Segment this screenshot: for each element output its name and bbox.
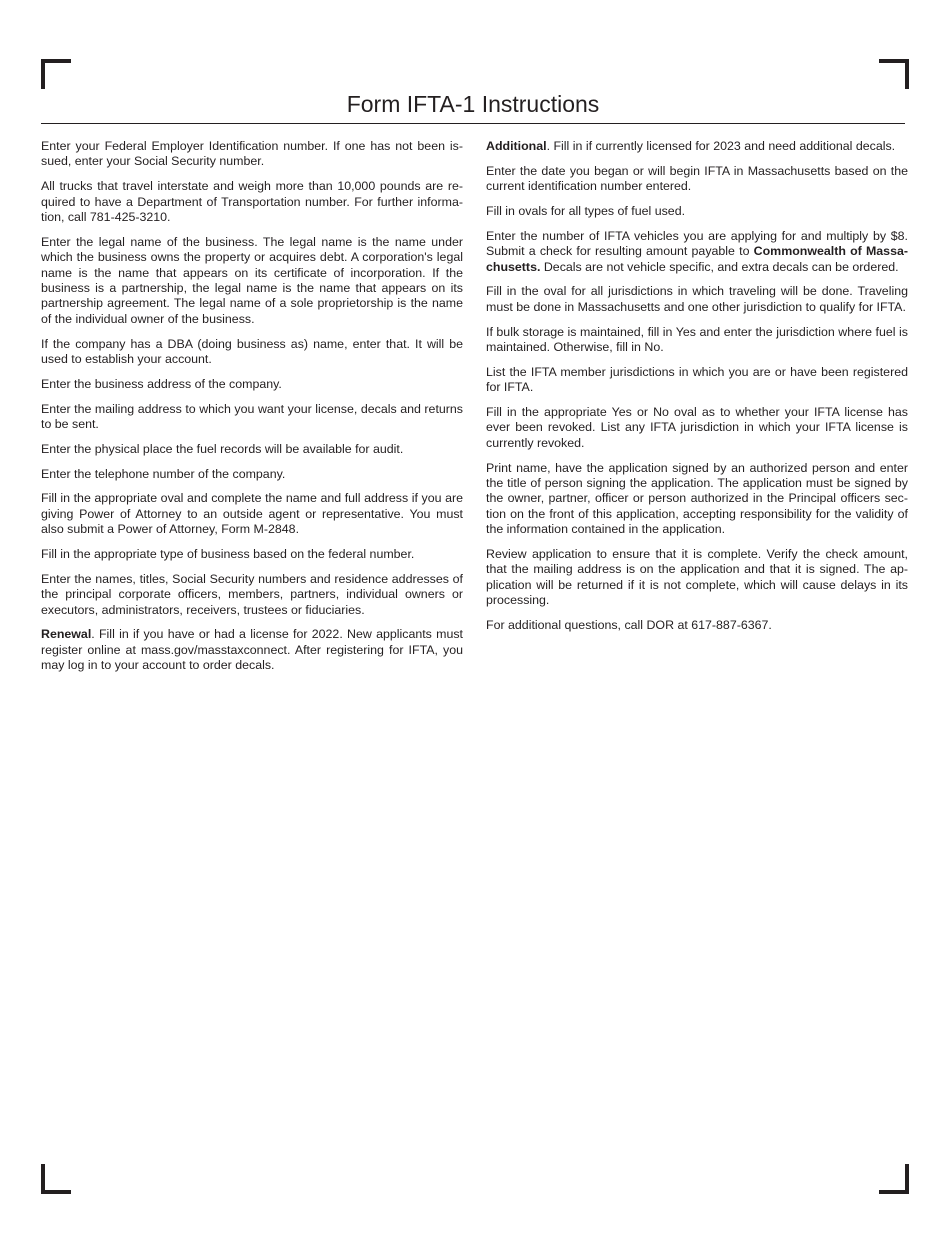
instruction-begin-date: Enter the date you began or will begin IFTA in Massachusetts based on the current identification number entered. (486, 163, 908, 194)
additional-label: Additional (486, 139, 547, 153)
instruction-questions: For additional questions, call DOR at 617-887-6367. (486, 618, 772, 633)
crop-mark-top-right (879, 59, 909, 89)
instruction-additional (486, 139, 908, 154)
instruction-review: Review application to ensure that it is complete. Verify the check amount, that the mailing address is on the application and that it is signed. The application will be returned if it is not complete, which will cause delays in its processing. (486, 547, 908, 608)
renewal-label: Renewal (41, 627, 92, 642)
instruction-telephone: Enter the telephone number of the company. (41, 466, 286, 481)
crop-mark-bottom-left (41, 1164, 71, 1194)
renewal-text: . Fill in if you have or had a license for 2022. New applicants must register online at mass.gov/masstaxconnect. After registering for IFTA, you may log in to your account to order decals. (41, 627, 463, 673)
instruction-legal-name: Enter the legal name of the business. The legal name is the name under which the business owns the property or acquires debt. A corporation's legal name is the name that appears on its certificate of incorporation. If the business is a partnership, the legal name is the name that appears on its partnership agreement. The legal name of a sole proprietorship is the name of the individual owner of the business. (41, 234, 463, 326)
instruction-fein: Enter your Federal Employer Identification number. If one has not been issued, enter your Social Security number. (41, 139, 463, 169)
instruction-business-type: Fill in the appropriate type of business based on the federal number. (41, 547, 415, 562)
left-column (41, 139, 463, 683)
crop-mark-bottom-right (879, 1164, 909, 1194)
instruction-bulk-storage: If bulk storage is maintained, fill in Yes and enter the jurisdiction where fuel is maintained. Otherwise, fill in No. (486, 324, 908, 355)
page-title: Form IFTA-1 Instructions (346, 91, 600, 117)
additional-text: . Fill in if currently licensed for 2023 and need additional decals. (546, 139, 896, 153)
vehicles-text-before: Enter the number of IFTA vehicles you are applying for and multiply by $8. Submit a check for resulting amount payable to (486, 228, 908, 259)
title-rule (41, 123, 905, 124)
instruction-business-address: Enter the business address of the company. (41, 376, 282, 391)
instruction-renewal (41, 627, 463, 673)
vehicles-text-after: Decals are not vehicle specific, and extra decals can be ordered. (540, 259, 899, 274)
instruction-vehicles (486, 229, 908, 275)
instruction-fuel-types: Fill in ovals for all types of fuel used. (486, 204, 686, 218)
instruction-dot-number: All trucks that travel interstate and weigh more than 10,000 pounds are required to have a Department of Transportation number. For further information, call 781-425-3210. (41, 179, 463, 225)
instruction-power-of-attorney: Fill in the appropriate oval and complete the name and full address if you are giving Power of Attorney to an outside agent or representative. You must also submit a Power of Attorney, Form M-2848. (41, 491, 463, 537)
instruction-mailing-address: Enter the mailing address to which you want your license, decals and returns to be sent. (41, 401, 463, 432)
instruction-revoked: Fill in the appropriate Yes or No oval as to whether your IFTA license has ever been revoked. List any IFTA jurisdiction in which your IFTA license is currently revoked. (486, 405, 908, 450)
instruction-officers: Enter the names, titles, Social Security numbers and residence addresses of the principal corporate officers, members, partners, individual owners or executors, administrators, receivers, trustees or fiduciaries. (41, 571, 463, 617)
vehicles-payee: Commonwealth of Massachusetts. (486, 244, 908, 274)
instruction-fuel-records: Enter the physical place the fuel records will be available for audit. (41, 441, 404, 456)
instruction-jurisdictions-travel: Fill in the oval for all jurisdictions in which traveling will be done. Traveling must be done in Massachusetts and one other jurisdiction to qualify for IFTA. (486, 284, 908, 314)
instruction-signature: Print name, have the application signed by an authorized person and enter the title of person signing the application. The application must be signed by the owner, partner, officer or person authorized in the Principal officers section on the front of this application, accepting responsibility for the validity of the information contained in the application. (486, 460, 908, 537)
instruction-member-jurisdictions: List the IFTA member jurisdictions in which you are or have been registered for IFTA. (486, 364, 908, 395)
right-column (486, 139, 908, 643)
crop-mark-top-left (41, 59, 71, 89)
instruction-dba: If the company has a DBA (doing business as) name, enter that. It will be used to establish your account. (41, 336, 463, 367)
